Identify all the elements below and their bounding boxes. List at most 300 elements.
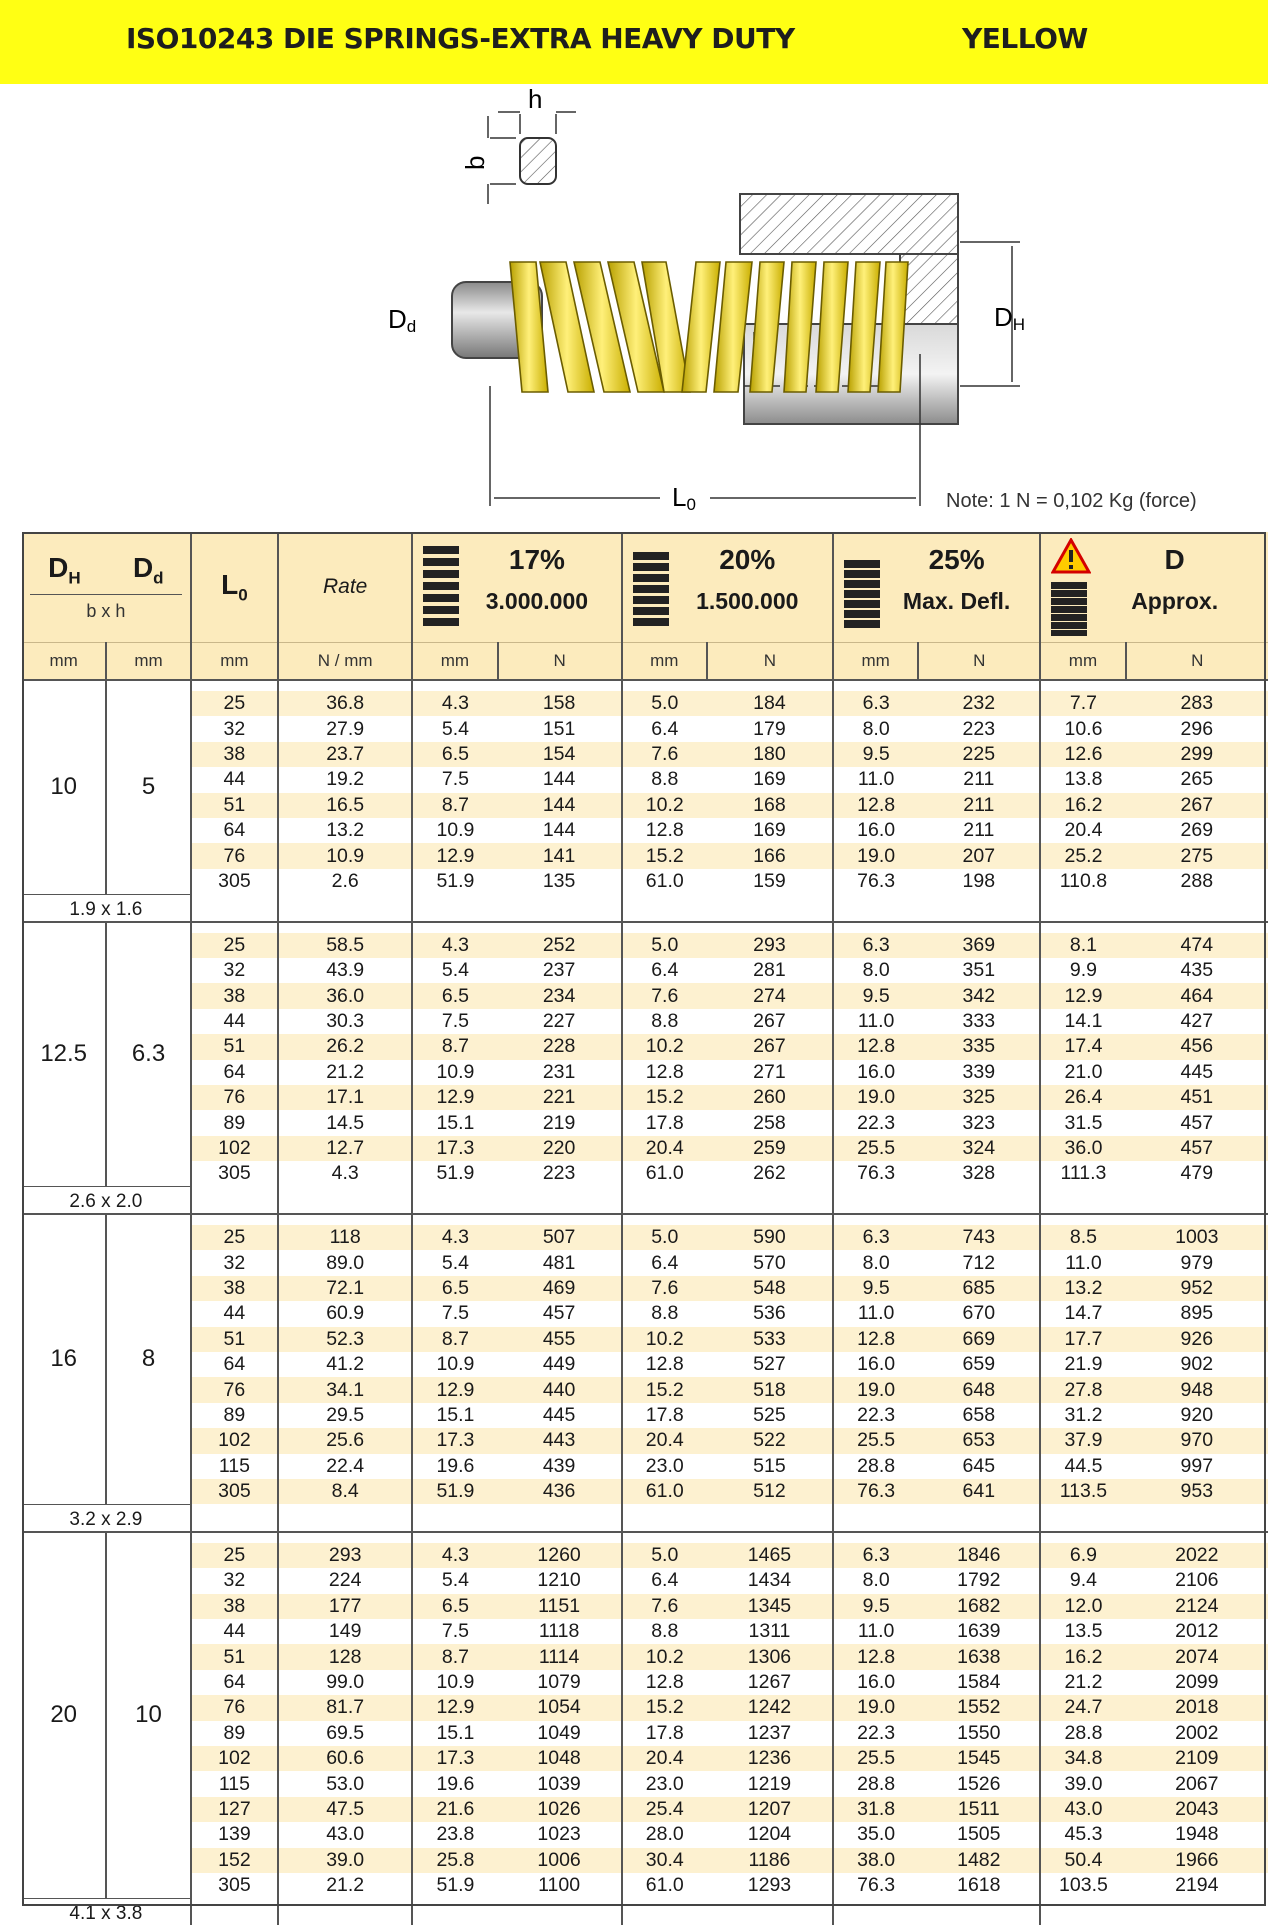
solid-mm: 7.7 <box>1040 691 1125 716</box>
p20-n: 262 <box>753 1162 786 1185</box>
dh-value: 12.5 <box>22 922 106 1187</box>
rate-value: 30.3 <box>278 1009 412 1034</box>
dd-label: Dd <box>388 304 417 336</box>
p25-n: 369 <box>962 933 996 956</box>
rate-value: 14.5 <box>278 1110 412 1135</box>
solid-mm: 10.6 <box>1040 716 1125 741</box>
p25-n: 1545 <box>957 1747 1001 1770</box>
p20-n: 258 <box>753 1111 786 1134</box>
l0-value: 76 <box>191 1085 278 1110</box>
solid-mm: 25.2 <box>1040 843 1125 868</box>
l0-value: 51 <box>191 1034 278 1059</box>
p17-mm: 5.4 <box>412 1568 497 1593</box>
l0-value: 64 <box>191 818 278 843</box>
p25-n: 669 <box>962 1327 996 1350</box>
p17-mm: 5.4 <box>412 716 497 741</box>
table-row <box>22 983 1268 1008</box>
unit-cell: mm <box>833 643 918 681</box>
p17-n: 449 <box>542 1353 576 1376</box>
p20-n: 536 <box>753 1302 786 1325</box>
p17-mm: 15.1 <box>412 1403 497 1428</box>
solid-mm: 26.4 <box>1040 1085 1125 1110</box>
p20-mm: 17.8 <box>622 1403 707 1428</box>
p17-n: 141 <box>542 844 576 867</box>
table-row <box>22 1352 1268 1377</box>
p20-n: 512 <box>753 1480 786 1503</box>
p20-n: 168 <box>753 793 786 816</box>
p20-mm: 15.2 <box>622 1377 707 1402</box>
rate-value: 34.1 <box>278 1377 412 1402</box>
p17-mm: 6.5 <box>412 1594 497 1619</box>
p25-n: 712 <box>962 1251 996 1274</box>
l0-value: 76 <box>191 1377 278 1402</box>
solid-mm: 103.5 <box>1040 1873 1125 1898</box>
solid-mm: 34.8 <box>1040 1746 1125 1771</box>
p25-n: 324 <box>962 1136 996 1159</box>
p25-mm: 19.0 <box>833 1695 918 1720</box>
p20-n: 533 <box>753 1327 786 1350</box>
l0-value: 102 <box>191 1746 278 1771</box>
l0-value: 32 <box>191 1250 278 1275</box>
p25-mm: 25.5 <box>833 1428 918 1453</box>
p17-n: 220 <box>542 1136 576 1159</box>
l0-value: 76 <box>191 843 278 868</box>
solid-n: 2043 <box>1175 1797 1219 1820</box>
solid-mm: 16.2 <box>1040 793 1125 818</box>
solid-n: 920 <box>1180 1403 1214 1426</box>
p17-mm: 8.7 <box>412 1644 497 1669</box>
solid-n: 457 <box>1180 1136 1214 1159</box>
solid-n: 1948 <box>1175 1823 1219 1846</box>
p17-mm: 4.3 <box>412 1225 497 1250</box>
p17-header: 17% 3.000.000 <box>412 532 621 643</box>
solid-mm: 28.8 <box>1040 1721 1125 1746</box>
solid-n: 902 <box>1180 1353 1214 1376</box>
p20-n: 1345 <box>747 1594 792 1617</box>
p17-n: 445 <box>542 1403 576 1426</box>
solid-mm: 12.9 <box>1040 983 1125 1008</box>
h-label: h <box>528 86 543 114</box>
solid-mm: 12.0 <box>1040 1594 1125 1619</box>
solid-n: 2099 <box>1175 1670 1219 1693</box>
table-row <box>22 1479 1268 1504</box>
p20-n: 518 <box>753 1378 786 1401</box>
rate-value: 53.0 <box>278 1771 412 1796</box>
p25-n: 225 <box>962 742 996 765</box>
p25-mm: 28.8 <box>833 1771 918 1796</box>
p25-mm: 28.8 <box>833 1454 918 1479</box>
p20-n: 1465 <box>747 1544 792 1567</box>
p17-mm: 8.7 <box>412 1034 497 1059</box>
solid-mm: 21.2 <box>1040 1670 1125 1695</box>
table-row <box>22 1594 1268 1619</box>
bxh-value: 4.1 x 3.8 <box>22 1898 191 1925</box>
solid-mm: 12.6 <box>1040 742 1125 767</box>
p20-mm: 12.8 <box>622 1060 707 1085</box>
p20-mm: 5.0 <box>622 933 707 958</box>
p20-n: 180 <box>753 742 786 765</box>
p25-n: 211 <box>963 819 995 842</box>
p25-n: 1584 <box>957 1670 1001 1693</box>
solid-mm: 20.4 <box>1040 818 1125 843</box>
p25-mm: 76.3 <box>833 869 918 894</box>
p25-n: 339 <box>962 1060 996 1083</box>
p20-mm: 5.0 <box>622 1225 707 1250</box>
dh-dd-header <box>22 532 191 643</box>
p25-mm: 6.3 <box>833 1543 918 1568</box>
solid-n: 1966 <box>1175 1848 1219 1871</box>
p25-mm: 11.0 <box>833 1009 918 1034</box>
solid-mm: 44.5 <box>1040 1454 1125 1479</box>
rate-value: 12.7 <box>278 1136 412 1161</box>
p17-mm: 23.8 <box>412 1822 497 1847</box>
rate-header: Rate <box>278 532 412 643</box>
p17-mm: 4.3 <box>412 1543 497 1568</box>
p25-n: 328 <box>962 1162 996 1185</box>
p17-n: 1100 <box>538 1874 581 1897</box>
p17-n: 228 <box>542 1035 576 1058</box>
solid-n: 2002 <box>1175 1721 1219 1744</box>
l0-value: 89 <box>191 1721 278 1746</box>
p25-mm: 35.0 <box>833 1822 918 1847</box>
solid-mm: 9.4 <box>1040 1568 1125 1593</box>
rate-value: 89.0 <box>278 1250 412 1275</box>
p25-n: 325 <box>962 1086 996 1109</box>
table-row <box>22 1060 1268 1085</box>
p25-n: 658 <box>962 1403 996 1426</box>
bxh-value: 3.2 x 2.9 <box>22 1504 191 1532</box>
solid-mm: 111.3 <box>1040 1161 1125 1186</box>
table-row <box>22 1568 1268 1593</box>
p20-n: 260 <box>753 1086 786 1109</box>
p25-n: 223 <box>962 717 996 740</box>
rate-value: 17.1 <box>278 1085 412 1110</box>
rate-value: 27.9 <box>278 716 412 741</box>
rate-value: 36.8 <box>278 691 412 716</box>
l0-value: 64 <box>191 1352 278 1377</box>
p25-n: 743 <box>962 1226 996 1249</box>
p17-mm: 5.4 <box>412 958 497 983</box>
solid-mm: 24.7 <box>1040 1695 1125 1720</box>
dd-value: 10 <box>106 1532 190 1898</box>
solid-n: 2109 <box>1175 1747 1219 1770</box>
p25-mm: 16.0 <box>833 1352 918 1377</box>
p17-n: 436 <box>542 1480 576 1503</box>
solid-mm: 37.9 <box>1040 1428 1125 1453</box>
l0-value: 64 <box>191 1670 278 1695</box>
rate-value: 43.9 <box>278 958 412 983</box>
solid-mm: 9.9 <box>1040 958 1125 983</box>
p25-n: 335 <box>962 1035 996 1058</box>
table-row <box>22 1797 1268 1822</box>
l0-value: 152 <box>191 1848 278 1873</box>
p20-n: 267 <box>753 1009 786 1032</box>
rate-value: 29.5 <box>278 1403 412 1428</box>
dh-value: 20 <box>22 1532 106 1898</box>
p25-n: 1526 <box>957 1772 1001 1795</box>
table-row <box>22 1644 1268 1669</box>
table-row <box>22 958 1268 983</box>
p17-n: 237 <box>542 959 576 982</box>
p17-n: 227 <box>542 1009 576 1032</box>
p20-mm: 10.2 <box>622 793 707 818</box>
p17-n: 135 <box>542 869 576 892</box>
solid-n: 267 <box>1180 793 1214 816</box>
p20-mm: 17.8 <box>622 1110 707 1135</box>
p20-mm: 12.8 <box>622 818 707 843</box>
rate-value: 13.2 <box>278 818 412 843</box>
table-row <box>22 818 1268 843</box>
rate-value: 149 <box>278 1619 412 1644</box>
table-row <box>22 793 1268 818</box>
solid-n: 457 <box>1180 1111 1214 1134</box>
p17-n: 1260 <box>537 1544 581 1567</box>
rate-value: 60.9 <box>278 1301 412 1326</box>
p20-mm: 61.0 <box>622 1479 707 1504</box>
l0-label: L0 <box>672 482 696 514</box>
p17-n: 234 <box>542 984 576 1007</box>
p17-n: 481 <box>542 1251 576 1274</box>
dh-value: 10 <box>22 680 106 894</box>
p17-n: 1118 <box>538 1620 580 1643</box>
table-row <box>22 1454 1268 1479</box>
p25-n: 211 <box>963 793 995 816</box>
l0-header: $L_0$ <box>191 532 278 643</box>
p25-mm: 16.0 <box>833 818 918 843</box>
unit-cell: N <box>498 643 622 681</box>
p17-mm: 4.3 <box>412 691 497 716</box>
p25-n: 333 <box>962 1009 996 1032</box>
solid-n: 296 <box>1180 717 1214 740</box>
table-row <box>22 1873 1268 1898</box>
dd-value: 5 <box>106 680 190 894</box>
solid-mm: 17.4 <box>1040 1034 1125 1059</box>
rate-value: 2.6 <box>278 869 412 894</box>
p25-mm: 6.3 <box>833 1225 918 1250</box>
solid-mm: 36.0 <box>1040 1136 1125 1161</box>
p17-n: 223 <box>542 1162 576 1185</box>
table-row <box>22 1250 1268 1275</box>
l0-value: 305 <box>191 1479 278 1504</box>
p25-header: 25% Max. Defl. <box>833 532 1040 643</box>
rate-value: 69.5 <box>278 1721 412 1746</box>
p20-n: 590 <box>753 1226 786 1249</box>
p17-n: 443 <box>542 1429 576 1452</box>
rate-value: 177 <box>278 1594 412 1619</box>
p20-n: 522 <box>753 1429 786 1452</box>
group-top-spacer <box>22 1214 1268 1225</box>
p17-n: 231 <box>542 1060 576 1083</box>
p25-mm: 19.0 <box>833 1377 918 1402</box>
p17-n: 144 <box>542 793 576 816</box>
solid-header: D Approx. <box>1040 532 1268 643</box>
solid-mm: 8.1 <box>1040 933 1125 958</box>
solid-mm: 14.1 <box>1040 1009 1125 1034</box>
p17-n: 1151 <box>538 1594 581 1617</box>
p17-mm: 12.9 <box>412 843 497 868</box>
p20-n: 1306 <box>747 1645 792 1668</box>
solid-n: 895 <box>1180 1302 1214 1325</box>
p25-mm: 12.8 <box>833 1644 918 1669</box>
solid-n: 474 <box>1180 933 1214 956</box>
p20-mm: 25.4 <box>622 1797 707 1822</box>
l0-value: 305 <box>191 1161 278 1186</box>
p25-n: 232 <box>962 692 996 715</box>
rate-value: 21.2 <box>278 1060 412 1085</box>
p25-n: 1846 <box>957 1544 1001 1567</box>
group-bottom-row <box>22 1898 1268 1925</box>
p25-n: 1552 <box>957 1696 1001 1719</box>
p17-n: 1006 <box>537 1848 581 1871</box>
p20-mm: 12.8 <box>622 1352 707 1377</box>
solid-n: 953 <box>1180 1480 1214 1503</box>
p25-mm: 6.3 <box>833 933 918 958</box>
rate-value: 58.5 <box>278 933 412 958</box>
p20-n: 548 <box>753 1277 786 1299</box>
p20-mm: 20.4 <box>622 1746 707 1771</box>
dd-value: 6.3 <box>106 922 190 1187</box>
p25-mm: 9.5 <box>833 983 918 1008</box>
l0-value: 44 <box>191 1619 278 1644</box>
p17-n: 1079 <box>537 1670 581 1693</box>
group-bottom-row <box>22 894 1268 922</box>
table-row <box>22 1771 1268 1796</box>
p17-mm: 17.3 <box>412 1428 497 1453</box>
l0-value: 32 <box>191 716 278 741</box>
unit-cell: mm <box>22 643 106 681</box>
p25-mm: 76.3 <box>833 1873 918 1898</box>
rate-value: 72.1 <box>278 1276 412 1301</box>
p17-mm: 6.5 <box>412 983 497 1008</box>
p20-n: 1311 <box>748 1620 791 1643</box>
p17-n: 457 <box>542 1302 576 1325</box>
p20-mm: 20.4 <box>622 1136 707 1161</box>
group-top-spacer <box>22 922 1268 933</box>
p25-mm: 9.5 <box>833 1594 918 1619</box>
unit-cell: mm <box>412 643 497 681</box>
p17-n: 1210 <box>537 1569 581 1592</box>
title-banner <box>0 0 1268 84</box>
rate-value: 60.6 <box>278 1746 412 1771</box>
l0-value: 25 <box>191 1225 278 1250</box>
p20-mm: 7.6 <box>622 983 707 1008</box>
table-row <box>22 843 1268 868</box>
p25-n: 645 <box>962 1454 996 1477</box>
p20-n: 293 <box>753 933 786 956</box>
solid-mm: 13.8 <box>1040 767 1125 792</box>
rate-value: 39.0 <box>278 1848 412 1873</box>
l0-value: 89 <box>191 1110 278 1135</box>
solid-n: 1003 <box>1175 1226 1219 1249</box>
p25-n: 207 <box>962 844 996 867</box>
p25-mm: 25.5 <box>833 1136 918 1161</box>
p17-mm: 21.6 <box>412 1797 497 1822</box>
table-row <box>22 1848 1268 1873</box>
p17-n: 439 <box>542 1454 576 1477</box>
solid-mm: 45.3 <box>1040 1822 1125 1847</box>
dd-header: $D_d$ <box>132 551 164 588</box>
solid-n: 952 <box>1180 1277 1214 1299</box>
table-row <box>22 1276 1268 1301</box>
p20-mm: 12.8 <box>622 1670 707 1695</box>
p25-mm: 31.8 <box>833 1797 918 1822</box>
p25-mm: 22.3 <box>833 1721 918 1746</box>
rate-value: 99.0 <box>278 1670 412 1695</box>
p25-n: 1792 <box>957 1569 1001 1592</box>
solid-mm: 110.8 <box>1040 869 1125 894</box>
unit-cell: mm <box>622 643 707 681</box>
solid-n: 299 <box>1180 742 1214 765</box>
solid-n: 269 <box>1180 819 1214 842</box>
p17-n: 440 <box>542 1378 576 1401</box>
solid-n: 275 <box>1180 844 1214 867</box>
p17-mm: 51.9 <box>412 1873 497 1898</box>
spring-spec-table <box>22 532 1268 1925</box>
table-row <box>22 1034 1268 1059</box>
p17-n: 1023 <box>537 1823 581 1846</box>
table-row <box>22 1110 1268 1135</box>
p25-mm: 38.0 <box>833 1848 918 1873</box>
l0-value: 51 <box>191 1327 278 1352</box>
p25-n: 323 <box>962 1111 996 1134</box>
rate-value: 19.2 <box>278 767 412 792</box>
table-row <box>22 1721 1268 1746</box>
p17-n: 154 <box>542 742 576 765</box>
p17-n: 507 <box>542 1226 576 1249</box>
solid-mm: 21.0 <box>1040 1060 1125 1085</box>
solid-mm: 113.5 <box>1040 1479 1125 1504</box>
p20-mm: 17.8 <box>622 1721 707 1746</box>
p25-mm: 11.0 <box>833 1619 918 1644</box>
rate-value: 41.2 <box>278 1352 412 1377</box>
p25-mm: 8.0 <box>833 1250 918 1275</box>
p20-mm: 61.0 <box>622 869 707 894</box>
rate-value: 16.5 <box>278 793 412 818</box>
p17-n: 1039 <box>537 1772 581 1795</box>
p20-n: 159 <box>753 869 786 892</box>
rate-value: 8.4 <box>278 1479 412 1504</box>
p17-n: 1048 <box>537 1747 581 1770</box>
rate-value: 4.3 <box>278 1161 412 1186</box>
p20-n: 1204 <box>747 1823 792 1846</box>
solid-n: 456 <box>1180 1035 1214 1058</box>
dh-label: DH <box>994 302 1026 334</box>
table-row <box>22 869 1268 894</box>
solid-mm: 43.0 <box>1040 1797 1125 1822</box>
solid-mm: 16.2 <box>1040 1644 1125 1669</box>
p20-mm: 28.0 <box>622 1822 707 1847</box>
p25-mm: 76.3 <box>833 1479 918 1504</box>
solid-mm: 14.7 <box>1040 1301 1125 1326</box>
p20-mm: 15.2 <box>622 1085 707 1110</box>
unit-cell: N / mm <box>278 643 412 681</box>
p25-mm: 8.0 <box>833 1568 918 1593</box>
rate-value: 21.2 <box>278 1873 412 1898</box>
solid-mm: 31.2 <box>1040 1403 1125 1428</box>
l0-value: 32 <box>191 1568 278 1593</box>
color-label: YELLOW <box>962 22 1088 55</box>
rate-value: 26.2 <box>278 1034 412 1059</box>
table-row <box>22 1377 1268 1402</box>
p20-n: 1267 <box>747 1670 792 1693</box>
p20-n: 1207 <box>747 1797 792 1820</box>
l0-value: 38 <box>191 1276 278 1301</box>
l0-value: 44 <box>191 1009 278 1034</box>
table-row <box>22 1225 1268 1250</box>
unit-cell: mm <box>106 643 190 681</box>
p25-n: 1550 <box>957 1721 1001 1744</box>
p20-mm: 6.4 <box>622 716 707 741</box>
